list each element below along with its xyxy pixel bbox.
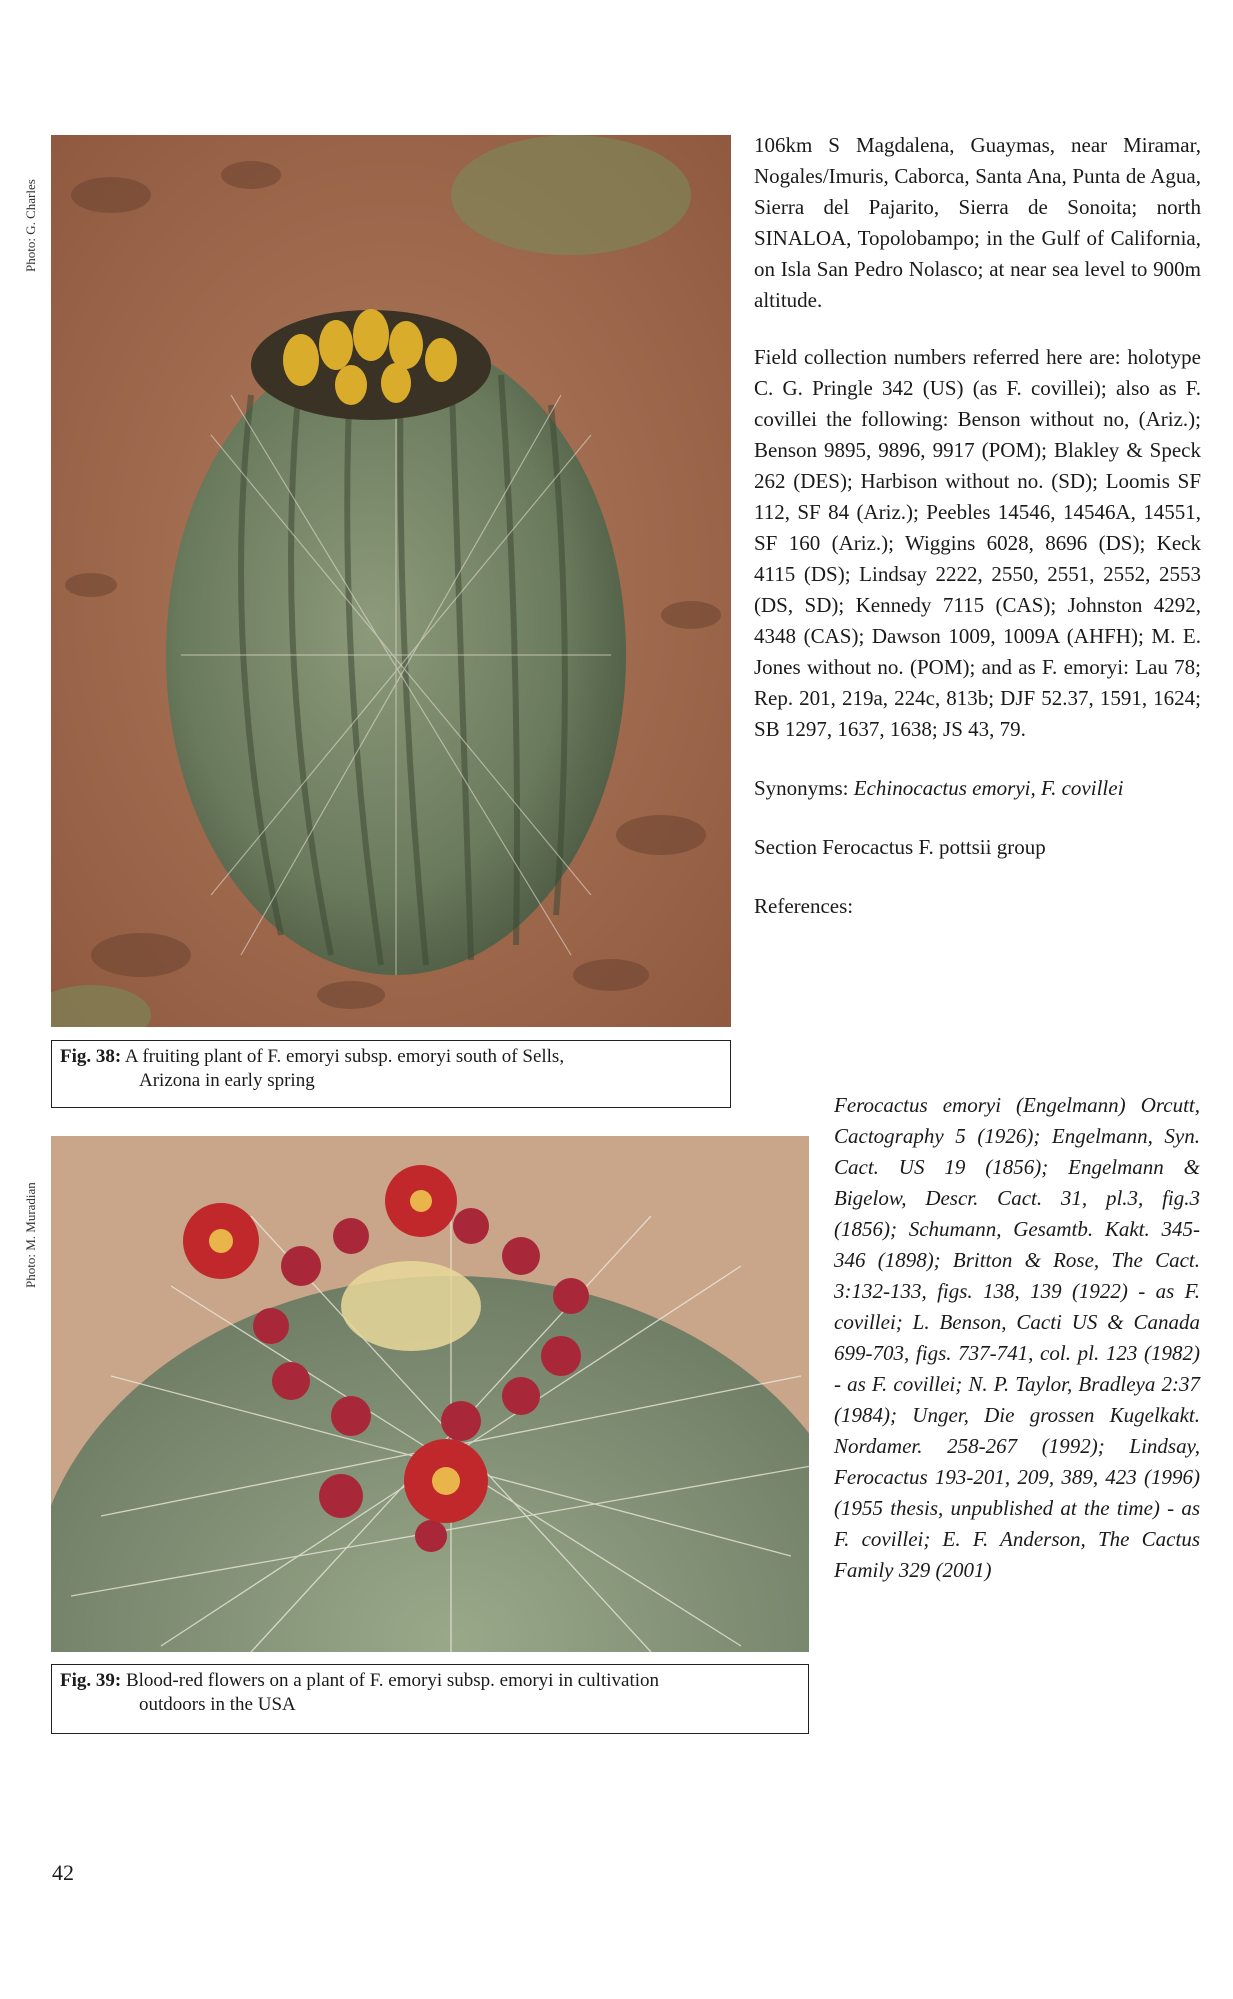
- photo-fruiting-cactus: [51, 135, 731, 1027]
- figure-39-caption-line2: outdoors in the USA: [139, 1694, 296, 1715]
- photo-credit-muradian: Photo: M. Muradian: [23, 1182, 38, 1288]
- figure-38-caption-line2: Arizona in early spring: [139, 1070, 315, 1091]
- figure-39-caption: [51, 1664, 809, 1734]
- section-paragraph: Section Ferocactus F. pottsii group: [754, 835, 1046, 859]
- figure-39-caption-line1: Blood-red flowers on a plant of F. emoryi subsp. emoryi in cultivation: [125, 1670, 659, 1691]
- synonyms-paragraph: [754, 773, 1201, 804]
- references-label: References:: [754, 894, 854, 918]
- synonyms-label: Synonyms:: [754, 776, 849, 800]
- locality-paragraph: 106km S Magdalena, Guaymas, near Miramar, Nogales/Imuris, Caborca, Santa Ana, Punta de Agua, Sierra del Pajarito, Sierra de Sonoita; north SINALOA, Topolobampo; in the Gulf of California, on Isla San Pedro Nolasco; at near sea level to 900m altitude.: [754, 133, 1201, 312]
- figure-38-label: Fig. 38:: [60, 1046, 122, 1067]
- page-number: 42: [52, 1860, 74, 1885]
- photo-credit-charles: Photo: G. Charles: [23, 179, 38, 272]
- photo-flowering-cactus: [51, 1136, 809, 1652]
- references-list: Ferocactus emoryi (Engelmann) Orcutt, Cactography 5 (1926); Engelmann, Syn. Cact. US 19 (1856); Engelmann & Bigelow, Descr. Cact. 31, pl.3, fig.3 (1856); Schumann, Gesamtb. Kakt. 345-346 (1898); Britton & Rose, The Cact. 3:132-133, figs. 138, 139 (1922) - as F. covillei; L. Benson, Cacti US & Canada 699-703, figs. 737-741, col. pl. 123 (1982) - as F. covillei; N. P. Taylor, Bradleya 2:37 (1984); Unger, Die grossen Kugelkakt. Nordamer. 258-267 (1992); Lindsay, Ferocactus 193-201, 209, 389, 423 (1996) (1955 thesis, unpublished at the time) - as F. covillei; E. F. Anderson, The Cactus Family 329 (2001): [834, 1093, 1200, 1582]
- figure-39-label: Fig. 39:: [60, 1670, 122, 1691]
- text-column: [754, 130, 1201, 922]
- field-collections-paragraph: Field collection numbers referred here are: holotype C. G. Pringle 342 (US) (as F. covillei); also as F. covillei the following: Benson without no, (Ariz.); Benson 9895, 9896, 9917 (POM); Blakley & Speck 262 (DES); Harbison without no. (SD); Loomis SF 112, SF 84 (Ariz.); Peebles 14546, 14546A, 14551, SF 160 (Ariz.); Wiggins 6028, 8696 (DS); Keck 4115 (DS); Lindsay 2222, 2550, 2551, 2552, 2553 (DS, SD); Kennedy 7115 (CAS); Johnston 4292, 4348 (CAS); Dawson 1009, 1009A (AHFH); M. E. Jones without no. (POM); and as F. emoryi: Lau 78; Rep. 201, 219a, 224c, 813b; DJF 52.37, 1591, 1624; SB 1297, 1637, 1638; JS 43, 79.: [754, 345, 1201, 741]
- synonyms-list: Echinocactus emoryi, F. covillei: [853, 776, 1124, 800]
- figure-38-caption-line1: A fruiting plant of F. emoryi subsp. emoryi south of Sells,: [124, 1046, 565, 1067]
- figure-38-caption: [51, 1040, 731, 1108]
